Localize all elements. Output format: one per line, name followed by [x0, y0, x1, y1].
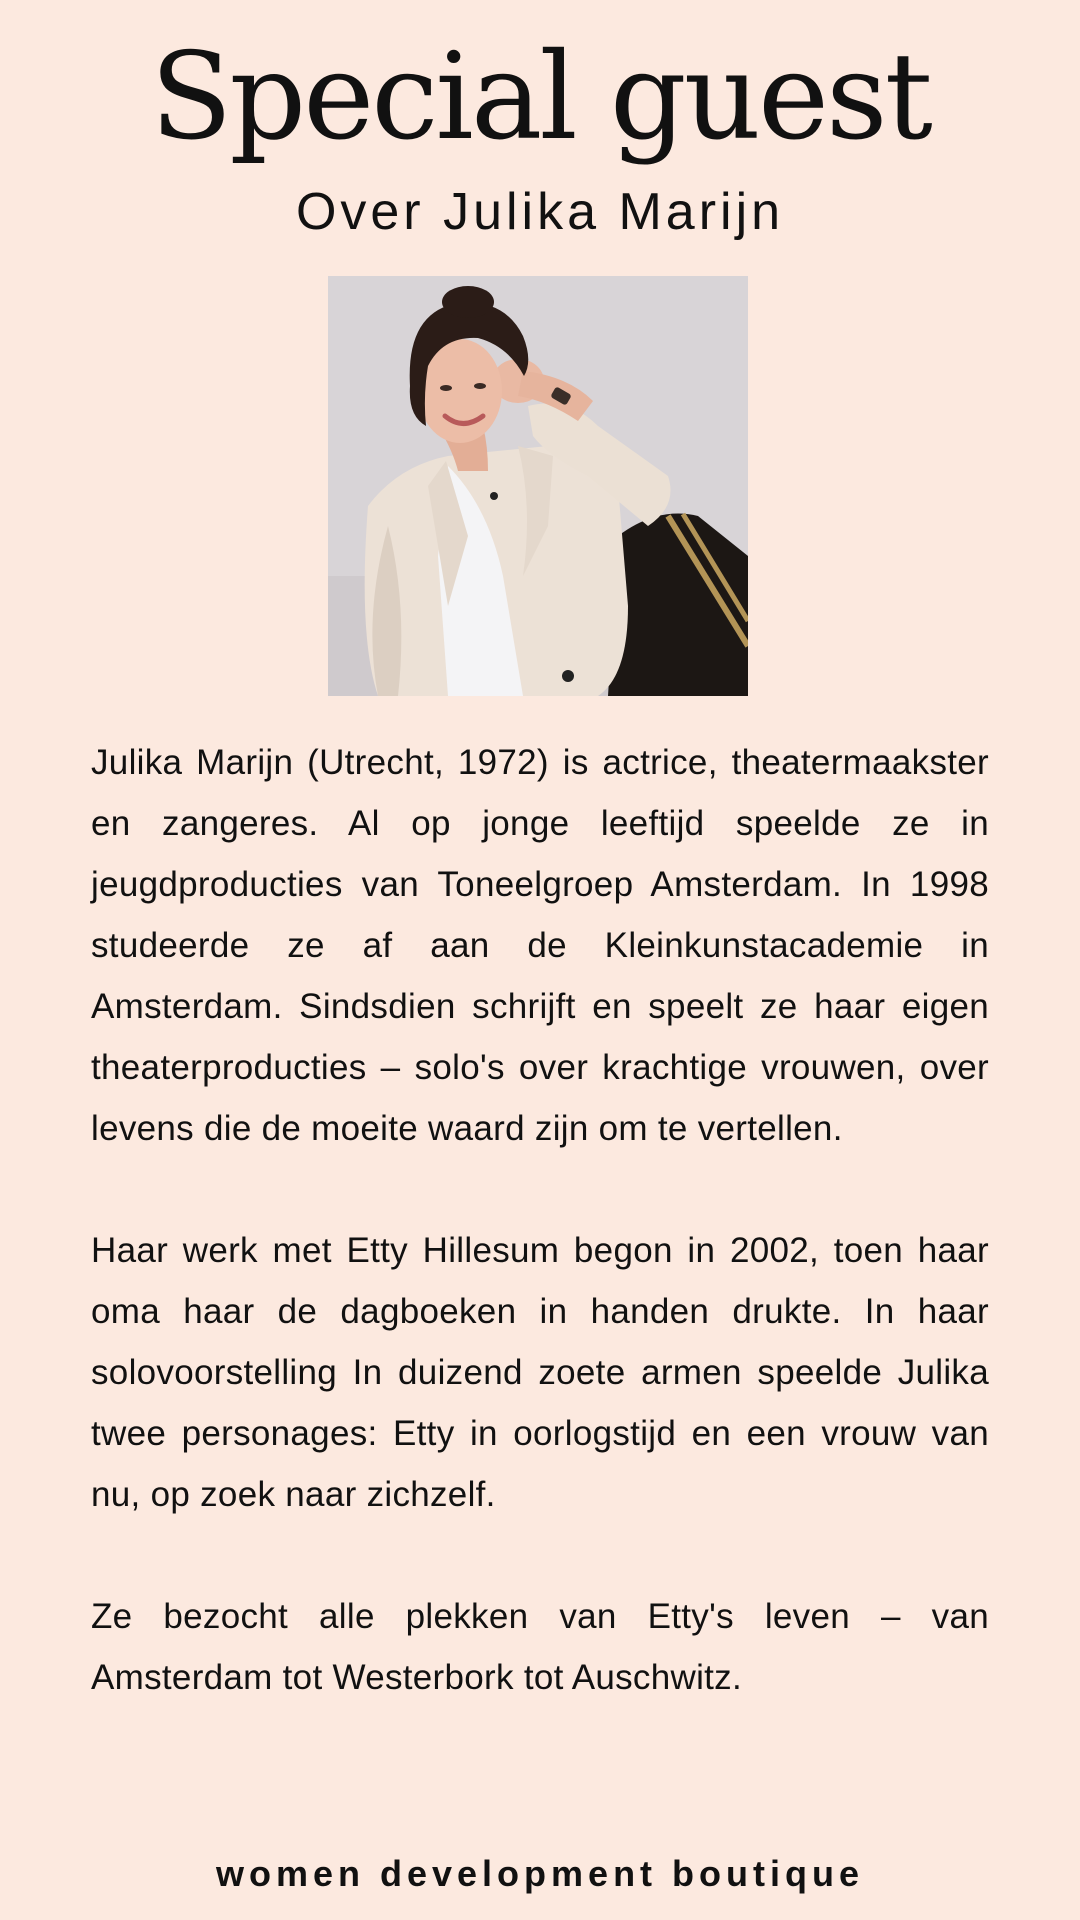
portrait-photo	[328, 276, 748, 696]
page-subtitle: Over Julika Marijn	[295, 183, 785, 241]
bio-paragraph: Julika Marijn (Utrecht, 1972) is actrice, theatermaakster en zangeres. Al op jonge leeftijd speelde ze in jeugdproducties van Toneelgroep Amsterdam. In 1998 studeerde ze af aan de Kleinkunstacademie in Amsterdam. Sindsdien schrijft en speelt ze haar eigen theaterproducties – solo's over krachtige vrouwen, over levens die de moeite waard zijn om te vertellen.	[91, 743, 989, 1148]
bio-text	[91, 732, 989, 1708]
bio-paragraph: Ze bezocht alle plekken van Etty's leven – van Amsterdam tot Westerbork tot Auschwitz.	[91, 1597, 989, 1697]
page-title: Special guest	[150, 28, 930, 167]
brand-footer: women development boutique	[215, 1853, 865, 1894]
bio-paragraph: Haar werk met Etty Hillesum begon in 2002, toen haar oma haar de dagboeken in handen drukte. In haar solovoorstelling In duizend zoete armen speelde Julika twee personages: Etty in oorlogstijd en een vrouw van nu, op zoek naar zichzelf.	[91, 1231, 989, 1514]
